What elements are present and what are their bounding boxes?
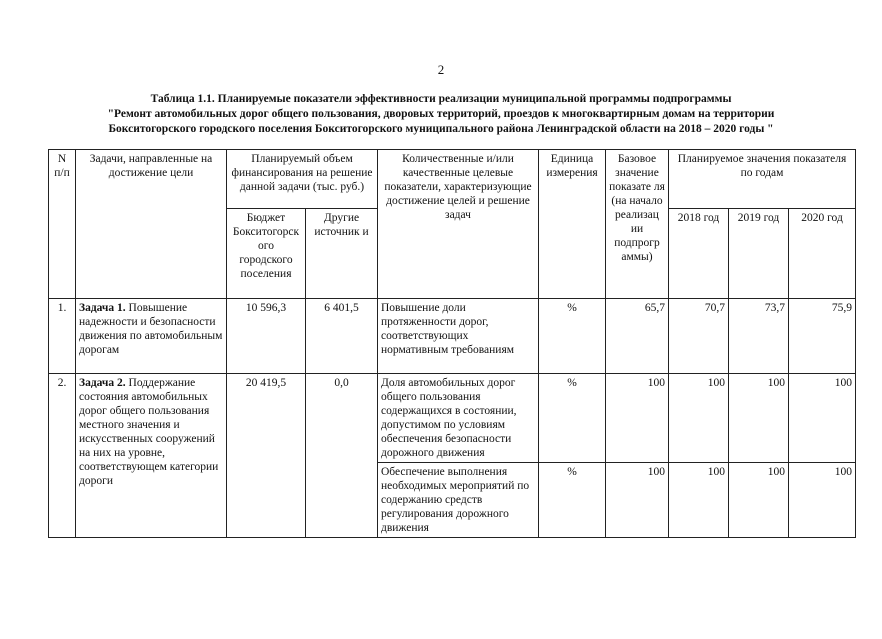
base-value: 100 — [606, 463, 669, 538]
header-budget: Бюджет Бокситогорск ого городского поселения — [227, 209, 306, 299]
indicators-table — [48, 149, 856, 538]
header-funding: Планируемый объем финансирования на решение данной задачи (тыс. руб.) — [227, 150, 378, 209]
indicator-text: Обеспечение выполнения необходимых мероприятий по содержанию средств регулирования дорожного движения — [378, 463, 539, 538]
task-title: Задача 1. — [79, 302, 126, 314]
task-cell — [76, 299, 227, 374]
value-2018: 100 — [669, 463, 729, 538]
table-row — [49, 374, 856, 463]
value-2019: 100 — [729, 374, 789, 463]
header-base: Базовое значение показате ля (на начало реализац ии подпрогр аммы) — [606, 150, 669, 299]
task-cell — [76, 374, 227, 538]
unit-value: % — [539, 374, 606, 463]
base-value: 65,7 — [606, 299, 669, 374]
other-value: 0,0 — [306, 374, 378, 538]
row-num: 1. — [49, 299, 76, 374]
header-2020: 2020 год — [789, 209, 856, 299]
header-planned: Планируемое значения показателя по годам — [669, 150, 856, 209]
header-num: N п/п — [49, 150, 76, 299]
task-text: Повышение надежности и безопасности движения по автомобильным дорогам — [79, 302, 223, 356]
other-value: 6 401,5 — [306, 299, 378, 374]
task-title: Задача 2. — [79, 377, 126, 389]
value-2019: 73,7 — [729, 299, 789, 374]
header-indicators: Количественные и/или качественные целевые показатели, характеризующие достижение целей и решение задач — [378, 150, 539, 299]
header-unit: Единица измерения — [539, 150, 606, 299]
row-num: 2. — [49, 374, 76, 538]
title-line-3: Бокситогорского городского поселения Бокситогорского муниципального района Ленинградской области на 2018 – 2020 годы " — [108, 123, 774, 135]
indicator-text: Повышение доли протяженности дорог, соответствующих нормативным требованиям — [378, 299, 539, 374]
budget-value: 10 596,3 — [227, 299, 306, 374]
unit-value: % — [539, 463, 606, 538]
unit-value: % — [539, 299, 606, 374]
value-2020: 100 — [789, 374, 856, 463]
table-row — [49, 299, 856, 374]
header-tasks: Задачи, направленные на достижение цели — [76, 150, 227, 299]
title-line-2: "Ремонт автомобильных дорог общего пользования, дворовых территорий, проездов к многоквартирным домам на территории — [107, 108, 775, 120]
header-2019: 2019 год — [729, 209, 789, 299]
header-2018: 2018 год — [669, 209, 729, 299]
task-text: Поддержание состояния автомобильных дорог общего пользования местного значения и искусственных сооружений на них на уровне, соответствующем категории дороги — [79, 377, 219, 487]
value-2020: 100 — [789, 463, 856, 538]
table-title — [40, 92, 842, 137]
header-other: Другие источник и — [306, 209, 378, 299]
value-2020: 75,9 — [789, 299, 856, 374]
value-2019: 100 — [729, 463, 789, 538]
base-value: 100 — [606, 374, 669, 463]
title-line-1: Таблица 1.1. Планируемые показатели эффективности реализации муниципальной программы подпрограммы — [150, 93, 732, 105]
budget-value: 20 419,5 — [227, 374, 306, 538]
value-2018: 100 — [669, 374, 729, 463]
value-2018: 70,7 — [669, 299, 729, 374]
indicator-text: Доля автомобильных дорог общего пользования содержащихся в состоянии, допустимом по условиям обеспечения безопасности дорожного движения — [378, 374, 539, 463]
page-number: 2 — [437, 62, 445, 77]
